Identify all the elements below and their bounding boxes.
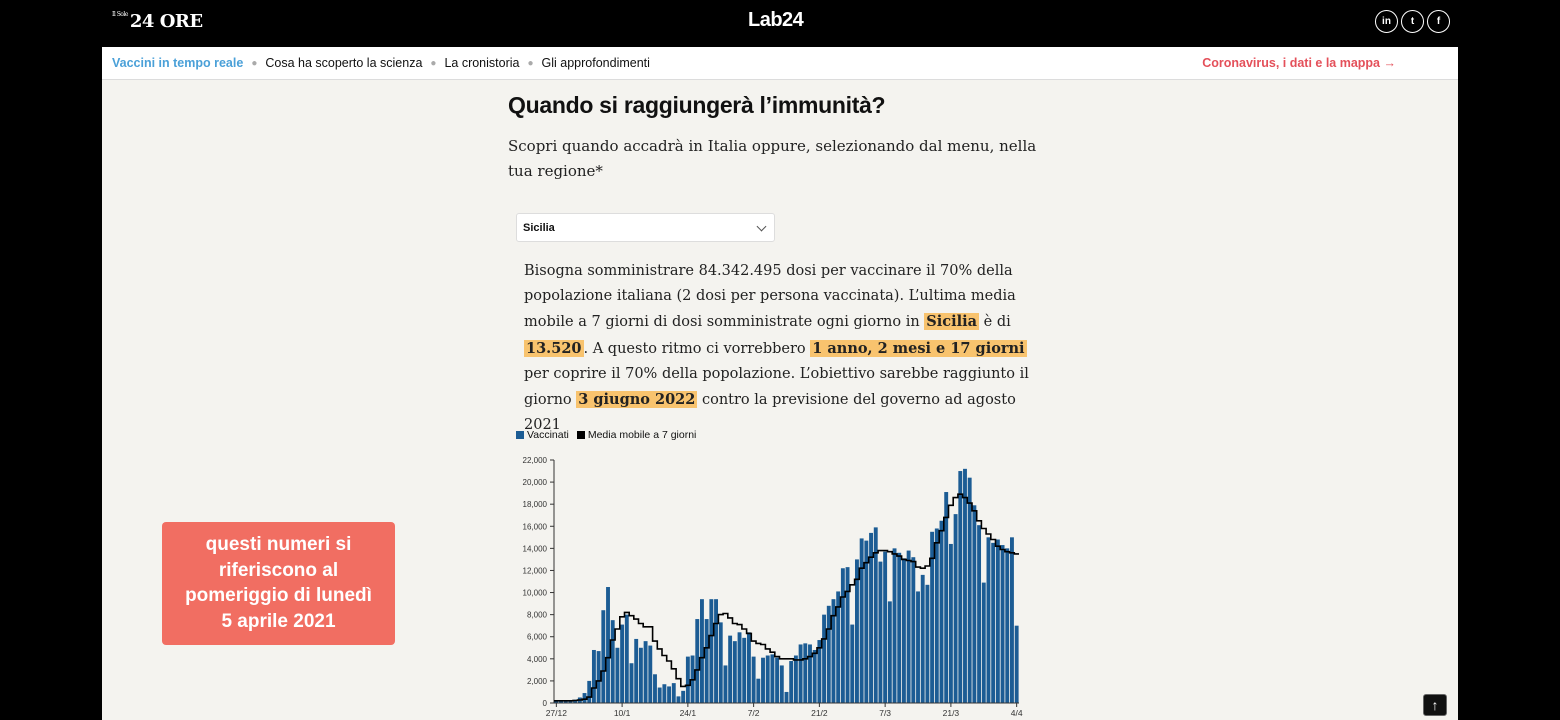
bar [968,478,972,703]
bar [756,679,760,703]
highlight-region: Sicilia [926,313,978,331]
linkedin-icon[interactable]: in [1375,10,1398,33]
bar [864,541,868,703]
bar [916,591,920,703]
bar [785,692,789,703]
twitter-icon[interactable]: t [1401,10,1424,33]
bar [653,674,657,703]
bar [681,691,685,703]
y-tick-label: 4,000 [526,654,547,664]
sole24ore-logo[interactable]: $^{Il Sole}$ 24 ORE [112,11,203,32]
bar [709,599,713,703]
bar [639,648,643,703]
bar [836,591,840,703]
bar [954,514,958,703]
bar [940,521,944,703]
vaccination-chart [502,450,1032,720]
bar [921,575,925,703]
bar [719,622,723,703]
bar [925,585,929,703]
legend-swatch-media-mobile [577,431,585,439]
bar [1010,537,1014,703]
x-tick-label: 7/3 [879,708,892,718]
bar [620,625,624,703]
y-tick-label: 10,000 [522,588,547,598]
region-select[interactable] [516,213,775,242]
bar [644,641,648,703]
bar [888,601,892,703]
bar [869,533,873,703]
y-tick-label: 12,000 [522,566,547,576]
bar [827,606,831,703]
intro-text: Scopri quando accadrà in Italia oppure, selezionando dal menu, nella tua regione* [508,137,1037,180]
bar [808,644,812,703]
bar [662,684,666,703]
bar [987,537,991,703]
bar [615,648,619,703]
arrow-up-icon[interactable]: ↑ [1423,694,1447,716]
lab24-logo[interactable]: Lab24 [748,9,804,31]
bar [672,683,676,703]
bar [897,553,901,703]
bar [935,528,939,703]
bar [592,650,596,703]
bar [634,639,638,703]
y-tick-label: 8,000 [526,610,547,620]
bar [907,551,911,703]
bar [695,619,699,703]
bar [611,620,615,703]
coronavirus-data-link[interactable]: Coronavirus, i dati e la mappa → [1202,56,1396,70]
bar [625,615,629,703]
bar [822,615,826,703]
bar [883,552,887,703]
bar [667,686,671,703]
bar [911,557,915,703]
bar [799,644,803,703]
x-tick-label: 7/2 [747,708,760,718]
bar [658,688,662,703]
bar [705,619,709,703]
legend-item-vaccinati: Vaccinati [516,429,569,441]
bar [963,469,967,703]
page [102,0,1458,720]
bar [850,625,854,703]
nav-separator: ● [430,57,437,69]
bar [1015,626,1019,703]
bar [817,640,821,703]
highlight-moving-average: 13.520 [526,339,582,357]
page-title: Quando si raggiungerà l’immunità? [508,92,886,118]
x-tick-label: 21/3 [942,708,960,718]
bar [597,651,601,703]
bar [686,657,690,703]
social-links [1375,10,1450,33]
nav-cronistoria[interactable]: La cronistoria [444,56,520,70]
y-tick-label: 20,000 [522,478,547,488]
nav-separator: ● [251,57,258,69]
highlight-duration: 1 anno, 2 mesi e 17 giorni [812,339,1025,357]
bar [874,527,878,703]
bar [996,540,1000,703]
bar [1001,545,1005,703]
y-tick-label: 14,000 [522,544,547,554]
bar [789,661,793,703]
bar [738,632,742,703]
legend-swatch-vaccinati [516,431,524,439]
chart-legend [516,429,704,441]
bar [977,525,981,703]
bar [742,638,746,703]
bar [700,599,704,703]
bar [677,696,681,703]
bar [841,568,845,703]
section-nav [102,47,1458,80]
top-header [102,0,1458,47]
bar [780,665,784,703]
bar [766,656,770,703]
bar [803,643,807,703]
bar [878,562,882,703]
y-tick-label: 0 [542,699,547,708]
bar [1005,548,1009,703]
y-tick-label: 22,000 [522,456,547,465]
nav-cosa-scoperto-scienza[interactable]: Cosa ha scoperto la scienza [265,56,423,70]
y-tick-label: 6,000 [526,632,547,642]
legend-item-media-mobile: Media mobile a 7 giorni [577,429,697,441]
highlight-target-date: 3 giugno 2022 [578,391,696,409]
nav-vaccini-tempo-reale[interactable]: Vaccini in tempo reale [112,56,244,70]
bar [991,543,995,703]
bar [860,538,864,703]
bar [902,558,906,703]
bar [972,505,976,703]
nav-separator: ● [527,57,534,69]
y-tick-label: 2,000 [526,676,547,686]
bar [723,665,727,703]
x-tick-label: 27/12 [545,708,567,718]
bar [648,646,652,703]
x-tick-label: 4/4 [1010,708,1023,718]
bar [733,641,737,703]
y-tick-label: 18,000 [522,500,547,510]
overlay-caption: questi numeri si riferiscono al pomeriggio di lunedì 5 aprile 2021 [162,522,395,645]
bar [770,654,774,703]
x-tick-label: 21/2 [811,708,828,718]
bar [601,610,605,703]
x-tick-label: 24/1 [679,708,697,718]
bar [893,548,897,703]
bar [714,599,718,703]
bar [583,693,587,703]
region-select-value: Sicilia [523,222,555,234]
bar [606,587,610,703]
bar [747,632,751,703]
y-tick-label: 16,000 [522,522,547,532]
bar [813,650,817,703]
bar [728,636,732,703]
bar [587,681,591,703]
bar [958,471,962,703]
bar [855,559,859,703]
bar [944,492,948,703]
nav-approfondimenti[interactable]: Gli approfondimenti [541,56,650,70]
bar [630,663,634,703]
immunity-paragraph: Bisogna somministrare 84.342.495 dosi per vaccinare il 70% della popolazione italiana (2 dosi per persona vaccinata). L’ultima media mobile a 7 giorni di dosi somministrate ogni giorno in Sicilia è di 13.520 . A questo ritmo ci vorrebbero 1 anno, 2 mesi e 17 giorni per coprire il 70% della popolazione. L’obiettivo sarebbe raggiunto il giorno 3 giugno 2022 contro la previsione del governo ad agosto 2021 [524,263,1029,434]
bar [761,658,765,703]
chevron-down-icon [757,222,767,232]
bar [949,544,953,703]
bar [832,599,836,703]
facebook-icon[interactable]: f [1427,10,1450,33]
bar [846,567,850,703]
bar [775,658,779,703]
bar [982,583,986,703]
bar [794,656,798,703]
bar [752,657,756,703]
bar [930,532,934,703]
x-tick-label: 10/1 [613,708,631,718]
